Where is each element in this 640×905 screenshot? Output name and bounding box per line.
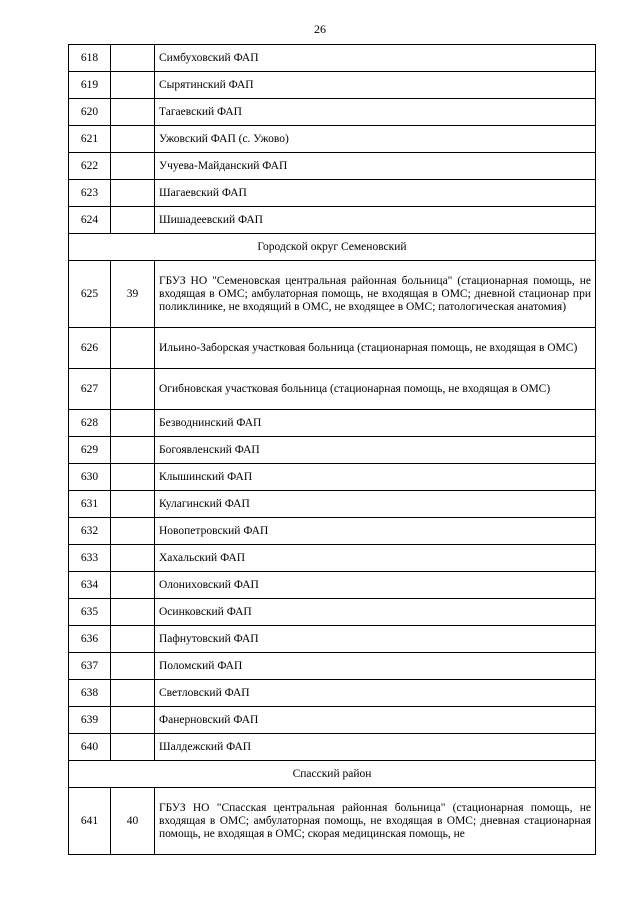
table-row (69, 491, 596, 518)
table-row (69, 369, 596, 410)
institution-name: Сырятинский ФАП (155, 72, 596, 99)
section-header-row (69, 761, 596, 788)
institution-name: Светловский ФАП (155, 680, 596, 707)
institution-name: Шагаевский ФАП (155, 180, 596, 207)
institution-name: Тагаевский ФАП (155, 99, 596, 126)
table-row (69, 328, 596, 369)
row-number: 626 (69, 328, 111, 369)
row-number: 635 (69, 599, 111, 626)
institution-name: Безводнинский ФАП (155, 410, 596, 437)
row-number: 639 (69, 707, 111, 734)
row-number: 629 (69, 437, 111, 464)
table-row (69, 180, 596, 207)
registry-table (68, 44, 596, 855)
table-row (69, 653, 596, 680)
institution-name: Олонихoвский ФАП (155, 572, 596, 599)
mo-number (111, 99, 155, 126)
mo-number: 39 (111, 261, 155, 328)
institution-name: Пафнутовский ФАП (155, 626, 596, 653)
row-number: 640 (69, 734, 111, 761)
table-row (69, 518, 596, 545)
table-row (69, 99, 596, 126)
row-number: 628 (69, 410, 111, 437)
institution-name: Шишадеевский ФАП (155, 207, 596, 234)
row-number: 618 (69, 45, 111, 72)
mo-number (111, 734, 155, 761)
row-number: 619 (69, 72, 111, 99)
mo-number: 40 (111, 788, 155, 855)
table-row (69, 410, 596, 437)
institution-name: Шалдежский ФАП (155, 734, 596, 761)
table-row (69, 72, 596, 99)
institution-name: ГБУЗ НО "Спасская центральная районная больница" (стационарная помощь, не входящая в ОМС; амбулаторная помощь, не входящая в ОМС; дневная стационарная помощь, не входящая в ОМС; скорая медицинская помощь, не (155, 788, 596, 855)
mo-number (111, 126, 155, 153)
table-row (69, 626, 596, 653)
mo-number (111, 153, 155, 180)
row-number: 627 (69, 369, 111, 410)
table-row (69, 207, 596, 234)
table-row (69, 153, 596, 180)
row-number: 637 (69, 653, 111, 680)
table-row (69, 734, 596, 761)
row-number: 636 (69, 626, 111, 653)
mo-number (111, 45, 155, 72)
mo-number (111, 72, 155, 99)
institution-name: Учуева-Майданский ФАП (155, 153, 596, 180)
mo-number (111, 653, 155, 680)
mo-number (111, 491, 155, 518)
mo-number (111, 369, 155, 410)
mo-number (111, 545, 155, 572)
mo-number (111, 464, 155, 491)
table-row (69, 680, 596, 707)
institution-name: Кулагинский ФАП (155, 491, 596, 518)
table-row (69, 437, 596, 464)
table-row (69, 788, 596, 855)
row-number: 632 (69, 518, 111, 545)
mo-number (111, 707, 155, 734)
institution-name: Новопетровский ФАП (155, 518, 596, 545)
table-row (69, 45, 596, 72)
row-number: 624 (69, 207, 111, 234)
table-row (69, 599, 596, 626)
mo-number (111, 680, 155, 707)
mo-number (111, 626, 155, 653)
row-number: 641 (69, 788, 111, 855)
mo-number (111, 518, 155, 545)
section-title: Спасский район (69, 761, 596, 788)
mo-number (111, 328, 155, 369)
row-number: 633 (69, 545, 111, 572)
table-row (69, 707, 596, 734)
table-row (69, 126, 596, 153)
institution-name: Ужовский ФАП (с. Ужово) (155, 126, 596, 153)
row-number: 634 (69, 572, 111, 599)
mo-number (111, 437, 155, 464)
mo-number (111, 410, 155, 437)
row-number: 622 (69, 153, 111, 180)
row-number: 630 (69, 464, 111, 491)
section-header-row (69, 234, 596, 261)
row-number: 625 (69, 261, 111, 328)
row-number: 638 (69, 680, 111, 707)
row-number: 631 (69, 491, 111, 518)
institution-name: Клышинский ФАП (155, 464, 596, 491)
institution-name: ГБУЗ НО "Семеновская центральная районная больница" (стационарная помощь, не входящая в ОМС; амбулаторная помощь, не входящая в ОМС; дневной стационар при поликлинике, не входящий в ОМС, не входящее в ОМС; патологическая анатомия) (155, 261, 596, 328)
institution-name: Ильино-Заборская участковая больница (стационарная помощь, не входящая в ОМС) (155, 328, 596, 369)
institution-name: Богоявленский ФАП (155, 437, 596, 464)
table-row (69, 572, 596, 599)
section-title: Городской округ Семеновский (69, 234, 596, 261)
institution-name: Фанерновский ФАП (155, 707, 596, 734)
institution-name: Хахальский ФАП (155, 545, 596, 572)
table-row (69, 261, 596, 328)
mo-number (111, 180, 155, 207)
mo-number (111, 599, 155, 626)
institution-name: Осинковский ФАП (155, 599, 596, 626)
institution-name: Огибновская участковая больница (стационарная помощь, не входящая в ОМС) (155, 369, 596, 410)
table-row (69, 464, 596, 491)
row-number: 620 (69, 99, 111, 126)
table-row (69, 545, 596, 572)
row-number: 621 (69, 126, 111, 153)
row-number: 623 (69, 180, 111, 207)
institution-name: Симбуховский ФАП (155, 45, 596, 72)
mo-number (111, 572, 155, 599)
page-number: 26 (314, 22, 326, 36)
mo-number (111, 207, 155, 234)
institution-name: Поломский ФАП (155, 653, 596, 680)
